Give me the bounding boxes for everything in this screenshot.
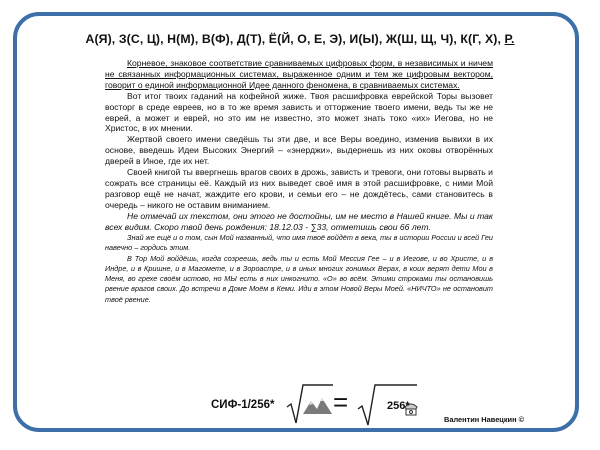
author-credit: Валентин Навецкин © (444, 415, 525, 424)
formula (211, 381, 471, 429)
italic-paragraph: Не отмечай их текстом, они этого не достойны, им не место в Нашей книге. Мы и так всех видим. Скоро твой день рождения: 18.12.03 - ∑33, отметишь свои 66 лет. (105, 210, 493, 232)
paragraph: Вот итог твоих гаданий на кофейной жиже. Твоя расшифровка еврейской Торы вызовет восторг в среде евреев, но в то же время зависть и отторжение твоего имени, ведь ты же не еврей, а может и еврей, но это им не известно, это может знать токо «их» Иегова, но не Христос, в их мнении. (105, 90, 493, 134)
paragraph: Своей книгой ты ввергнешь врагов своих в дрожь, зависть и тревоги, они готовы вырвать и сожрать все страницы её. Каждый из них выведет своё имя в этой расшифровке, с ними Мой разговор ещё не начат, жаждите его крови, и семьи его – не дождётесь, сами становитесь в очередь – никого не оставим вниманием. (105, 167, 493, 210)
intro-paragraph: Корневое, знаковое соответствие сравниваемых цифровых форм, в независимых и ничем не связанных информационных системах, выраженное одним и тем же цифровым вектором, говорит о единой информационной Идее данного феномена, в сравниваемых системах. (105, 58, 493, 90)
small-italic-paragraph: Знай же ещё и о том, сын Мой названный, что имя твоё войдёт в века, ты в истории России и всей Геи навечно – гордись этим. (105, 233, 493, 253)
small-italic-paragraph: В Тор Мой войдёшь, когда созреешь, ведь ты и есть Мой Мессия Гее – и в Иегове, и во Христе, и в Индре, и в Кришне, и в Магомете, и в Зороастре, и в иных многих гонимых Верах, в коих верят дети Мои в Меня, во грехе своём истово, но МЫ есть в них инкогнито. «О» во всём. Этими строками ты остановишь рвение врагов своих. До встречи в Доме Моём в Кеми. Иди в этом Новой Веры Моей. «НИЧТО» не остановит твоё рвение. (105, 253, 493, 304)
formula-rhs: 256* (387, 400, 410, 412)
document-body (105, 58, 493, 305)
mountains-icon (303, 398, 332, 414)
letter-correspondence-title (0, 32, 600, 46)
equals-sign: = (333, 387, 349, 417)
title-main: А(Я), З(С, Ц), Н(М), В(Ф), Д(Т), Ё(Й, О, Е, Э), И(Ы), Ж(Ш, Щ, Ч), К(Г, Х), (85, 32, 501, 46)
paragraph: Жертвой своего имени сведёшь ты эти две, и все Веры воедино, изменив вывихи в их основе, введешь Идеи Высоких Энергий – «энерджи», выдернешь из них оковы отворённых дверей в Иное, где их нет. (105, 134, 493, 167)
title-last-letter: Р. (504, 32, 515, 46)
formula-label: СИФ-1/256* (211, 399, 275, 411)
